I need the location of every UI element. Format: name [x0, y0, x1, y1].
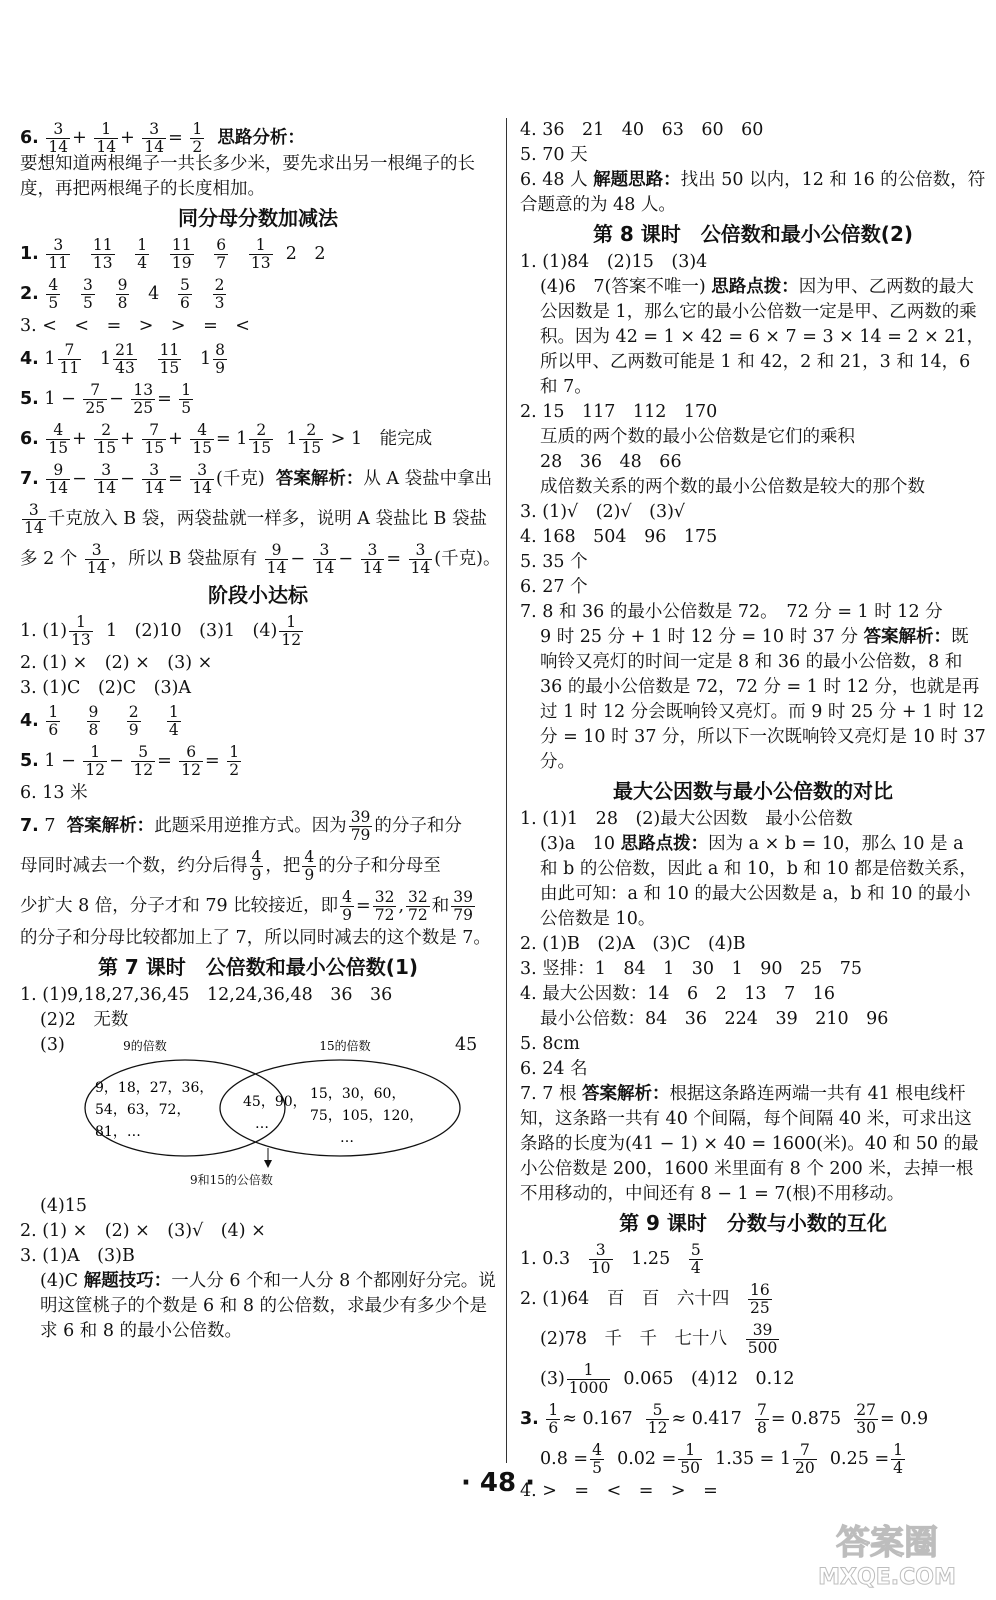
venn-right-title: 15的倍数	[319, 1039, 371, 1053]
r-s2-q6: 6. 24 名	[520, 1059, 588, 1079]
s2-q6: 6. 13 米	[20, 783, 88, 803]
r-s1-q1: 1. (1)84 (2)15 (3)4	[520, 252, 708, 272]
s3-q1c: (3) 45	[40, 1035, 478, 1055]
r-s3-q3b: 0.8 = $\frac{4}{5}$ 0.02 = $\frac{1}{50}$ 1.35 = 1 $\frac{7}{20}$ 0.25 = $\frac{1}{4}$	[540, 1441, 903, 1477]
venn-left-title: 9的倍数	[123, 1039, 167, 1053]
s3-q1d: (4)15	[40, 1196, 88, 1216]
venn-mid-line: 45，90，	[243, 1094, 307, 1110]
r-s1-q1b: (4)6 7(答案不唯一) 思路点拨：因为甲、乙两数的最大公因数是 1，那么它的最小公倍数一定是甲、乙两数的乘积。因为 42 = 1 × 42 = 6 × 7 = 3 × 14 = 2 × 21，所以甲、乙两数可能是 1 和 42，2 和 21，3 和 14，6 和 7。	[540, 277, 985, 397]
s3-q2: 2. (1) × (2) × (3)√ (4) ×	[20, 1221, 266, 1241]
s2-q7: 7. 7 答案解析：此题采用逆推方式。因为 $\frac{39}{79}$ 的分子和分	[20, 808, 462, 844]
section-heading: 第 7 课时 公倍数和最小公倍数(1)	[97, 955, 419, 979]
venn-right-line: 15，30，60，	[310, 1086, 406, 1102]
r-s1-q7: 7. 8 和 36 的最小公倍数是 72。 72 分 = 1 时 12 分	[520, 602, 943, 622]
r-s3-q1: 1. 0.3 $\frac{3}{10}$ 1.25 $\frac{5}{4}$	[520, 1241, 701, 1277]
r-s2-q5: 5. 8cm	[520, 1034, 580, 1054]
s2-q7-line4: 的分子和分母比较都加上了 7，所以同时减去的这个数是 7。	[20, 928, 491, 948]
r-s2-q3: 3. 竖排：1 84 1 30 1 90 25 75	[520, 959, 863, 979]
r-s1-q7b: 9 时 25 分 + 1 时 12 分 = 10 时 37 分 答案解析：既响铃又亮灯的时间一定是 8 和 36 的最小公倍数，8 和 36 的最小公倍数是 72，72 分 = 1 时 12 分，也就是再过 1 时 12 分会既响铃又亮灯。而 9 时 25 分 + 1 时 12 分 = 10 时 37 分，所以下一次既响铃又亮灯是 10 时 37 分。	[540, 627, 986, 772]
r-s2-q4: 4. 最大公因数：14 6 2 13 7 16	[520, 984, 835, 1004]
left-column	[20, 118, 501, 1344]
r-s1-q4: 4. 168 504 96 175	[520, 527, 718, 547]
s3-q3: 3. (1)A (3)B	[20, 1246, 135, 1266]
watermark-logo	[792, 1514, 982, 1592]
question-number: 6.	[20, 128, 39, 148]
s3-q1b: (2)2 无数	[40, 1010, 129, 1030]
section-heading: 同分母分数加减法	[178, 206, 338, 230]
venn-left-line: 54，63，72，	[95, 1102, 191, 1118]
s1-q7: 7. $\frac{9}{14}$ − $\frac{3}{14}$ − $\frac{3}{14}$ = $\frac{3}{14}$ (千克) 答案解析：从 A 袋盐中拿出	[20, 461, 493, 497]
s2-q4: 4. $\frac{1}{6}$ $\frac{9}{8}$ $\frac{2}{9}$ $\frac{1}{4}$	[20, 703, 179, 739]
r-s1-q2d: 成倍数关系的两个数的最小公倍数是较大的那个数	[540, 477, 925, 497]
r-s2-q1b: (3)a 10 思路点拨：因为 a × b = 10，那么 10 是 a 和 b 的公倍数，因此 a 和 10，b 和 10 都是倍数关系，由此可知：a 和 10 的最大公因数是 a，b 和 10 的最小公倍数是 10。	[540, 834, 977, 929]
r-s1-q2c: 28 36 48 66	[540, 452, 682, 472]
venn-right-line: …	[340, 1130, 354, 1146]
s1-q3: 3. < < = > > = <	[20, 316, 250, 336]
svg-text:答案圈: 答案圈	[836, 1523, 938, 1563]
r-s3-q4: 4. > = < = > =	[520, 1481, 718, 1501]
s3-q1: 1. (1)9,18,27,36,45 12,24,36,48 36 36	[20, 985, 393, 1005]
analysis-tag: 思路分析：	[217, 128, 305, 148]
s1-q7-line2: $\frac{3}{14}$ 千克放入 B 袋，两袋盐就一样多，说明 A 袋盐比 B 袋盐	[24, 501, 487, 537]
fraction: $\frac{3}{14}$	[48, 120, 69, 156]
fraction: $\frac{3}{14}$	[144, 120, 165, 156]
r-top-q4: 4. 36 21 40 63 60 60	[520, 120, 764, 140]
s2-q3: 3. (1)C (2)C (3)A	[20, 678, 192, 698]
venn-left-line: 9，18，27，36，	[95, 1080, 214, 1096]
r-s2-q7: 7. 7 根 答案解析：根据这条路连两端一共有 41 根电线杆知，这条路一共有 40 个间隔，每个间隔 40 米，可求出这条路的长度为(41 − 1) × 40 = 1600(米)。40 和 50 的最小公倍数是 200，1600 米里面有 8 个 200 米，去掉一根不用移动的，中间还有 8 − 1 = 7(根)不用移动。	[520, 1084, 979, 1204]
s1-q4: 4. 1 $\frac{7}{11}$ 1 $\frac{21}{43}$ $\frac{11}{15}$ 1 $\frac{8}{9}$	[20, 341, 226, 377]
left-q6-text: 要想知道两根绳子一共长多少米，要先求出另一根绳子的长度，再把两根绳子的长度相加。	[20, 154, 475, 199]
r-top-q5: 5. 70 天	[520, 145, 588, 165]
fraction: $\frac{1}{14}$	[96, 120, 117, 156]
r-s1-q5: 5. 35 个	[520, 552, 588, 572]
r-top-q6: 6. 48 人 解题思路：找出 50 以内，12 和 16 的公倍数，符合题意的为 48 人。	[520, 170, 986, 215]
right-column	[520, 118, 986, 1504]
r-s1-q6: 6. 27 个	[520, 577, 588, 597]
r-s3-q3: 3. $\frac{1}{6}$ ≈ 0.167 $\frac{5}{12}$ ≈ 0.417 $\frac{7}{8}$ = 0.875 $\frac{27}{30}$ = 0.9	[520, 1401, 929, 1437]
page-number: · 48 ·	[460, 1468, 536, 1498]
section-heading: 第 8 课时 公倍数和最小公倍数(2)	[592, 222, 914, 246]
column-divider	[506, 118, 507, 1463]
r-s2-q2: 2. (1)B (2)A (3)C (4)B	[520, 934, 746, 954]
s1-q6: 6. $\frac{4}{15}$ + $\frac{2}{15}$ + $\frac{7}{15}$ + $\frac{4}{15}$ = 1 $\frac{2}{15}$ 1 $\frac{2}{15}$ > 1 能完成	[20, 421, 433, 457]
s3-q3b: (4)C 解题技巧：一人分 6 个和一人分 8 个都刚好分完。说明这筐桃子的个数是 6 和 8 的公倍数，求最少有多少个是求 6 和 8 的最小公倍数。	[40, 1271, 496, 1341]
s1-q2: 2. $\frac{4}{5}$ $\frac{3}{5}$ $\frac{9}{8}$ 4 $\frac{5}{6}$ $\frac{2}{3}$	[20, 276, 225, 312]
fraction: $\frac{1}{2}$	[192, 120, 203, 156]
venn-mid-line: …	[255, 1116, 269, 1132]
s2-q7-line2: 母同时减去一个数，约分后得 $\frac{4}{9}$ ，把 $\frac{4}{9}$ 的分子和分母至	[20, 848, 441, 884]
s1-q1: 1. $\frac{3}{11}$ $\frac{11}{13}$ $\frac{1}{4}$ $\frac{11}{19}$ $\frac{6}{7}$ $\frac{1}{13}$ 2 2	[20, 236, 326, 272]
section-heading: 第 9 课时 分数与小数的互化	[619, 1211, 887, 1235]
venn-right-line: 75，105，120，	[310, 1108, 424, 1124]
venn-bottom-label: 9和15的公倍数	[190, 1173, 273, 1187]
venn-left-line: 81，…	[95, 1124, 141, 1140]
s1-q7-line3: 多 2 个 $\frac{3}{14}$ ，所以 B 袋盐原有 $\frac{9}{14}$ − $\frac{3}{14}$ − $\frac{3}{14}$ = $\frac{3}{14}$ (千克)。	[20, 541, 501, 577]
venn-arrow-head	[264, 1160, 272, 1168]
svg-text:MXQE.COM: MXQE.COM	[818, 1565, 956, 1590]
r-s1-q2b: 互质的两个数的最小公倍数是它们的乘积	[540, 427, 855, 447]
r-s2-q1: 1. (1)1 28 (2)最大公因数 最小公倍数	[520, 809, 853, 829]
section-heading: 阶段小达标	[208, 583, 308, 607]
section-heading: 最大公因数与最小公倍数的对比	[613, 779, 893, 803]
r-s2-q4b: 最小公倍数：84 36 224 39 210 96	[540, 1009, 889, 1029]
left-q6: 6. $\frac{3}{14}$ + $\frac{1}{14}$ + $\frac{3}{14}$ = $\frac{1}{2}$ 思路分析：	[20, 120, 305, 156]
s2-q5: 5. 1 − $\frac{1}{12}$ − $\frac{5}{12}$ = $\frac{6}{12}$ = $\frac{1}{2}$	[20, 743, 240, 779]
r-s3-q2a: 2. (1)64 百 百 六十四 $\frac{16}{25}$	[520, 1281, 770, 1317]
s2-q7-line3: 少扩大 8 倍，分子才和 79 比较接近，即 $\frac{4}{9}$ = $\frac{32}{72}$ , $\frac{32}{72}$ 和 $\frac{39}{79}$	[20, 888, 473, 924]
r-s1-q3: 3. (1)√ (2)√ (3)√	[520, 502, 686, 522]
s2-q1: 1. (1) $\frac{1}{13}$ 1 (2)10 (3)1 (4) $\frac{1}{12}$	[20, 613, 302, 649]
s1-q5: 5. 1 − $\frac{7}{25}$ − $\frac{13}{25}$ = $\frac{1}{5}$	[20, 381, 192, 417]
r-s3-q2b: (2)78 千 千 七十八 $\frac{39}{500}$	[540, 1321, 778, 1357]
r-s3-q2c: (3) $\frac{1}{1000}$ 0.065 (4)12 0.12	[540, 1361, 795, 1397]
r-s1-q2: 2. 15 117 112 170	[520, 402, 718, 422]
s2-q2: 2. (1) × (2) × (3) ×	[20, 653, 213, 673]
